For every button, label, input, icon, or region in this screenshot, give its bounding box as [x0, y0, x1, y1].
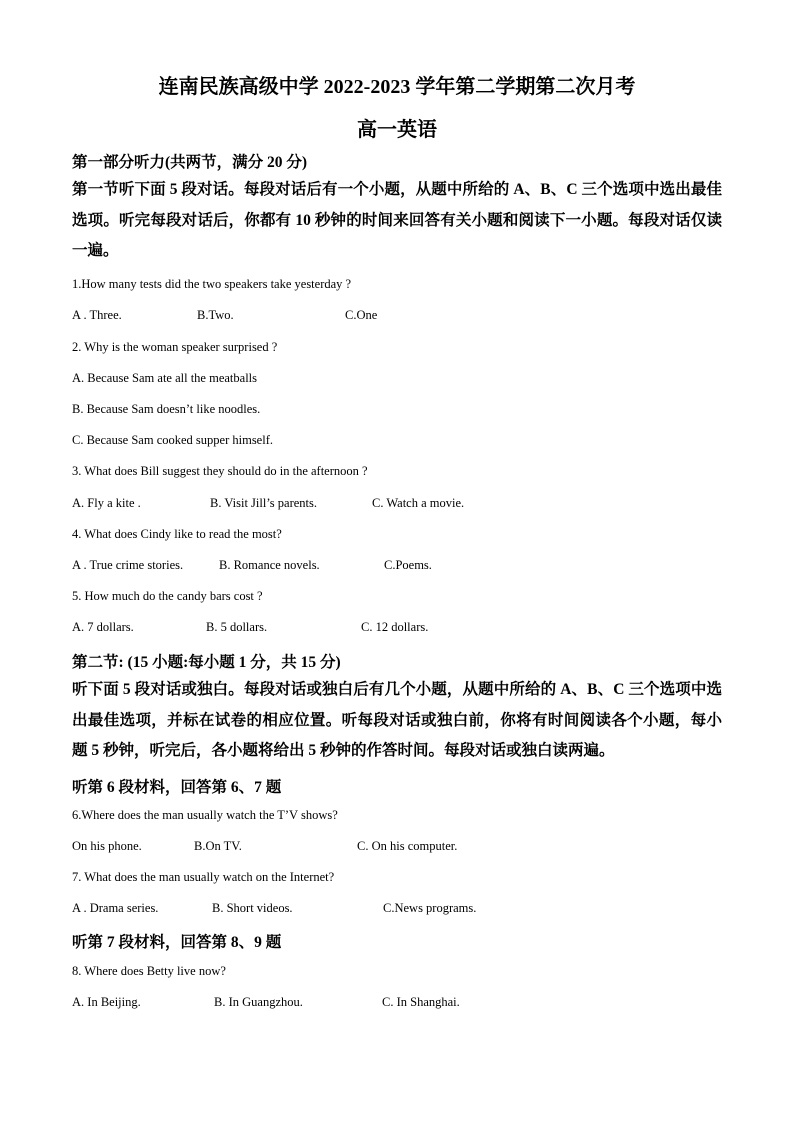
- question-8-option-c: C. In Shanghai.: [382, 995, 460, 1009]
- question-7-stem: 7. What does the man usually watch on the Internet?: [72, 870, 335, 884]
- question-7-option-c: C.News programs.: [383, 901, 477, 915]
- exam-title: 连南民族高级中学 2022-2023 学年第二学期第二次月考: [158, 76, 636, 98]
- question-7-option-a: A . Drama series.: [72, 901, 159, 915]
- question-1-stem: 1.How many tests did the two speakers take yesterday ?: [72, 277, 352, 291]
- question-3-option-a: A. Fly a kite .: [72, 496, 141, 510]
- section2-instructions: 听下面 5 段对话或独白。每段对话或独白后有几个小题，从题中所给的 A、B、C 三个选项中选出最佳选项，并标在试卷的相应位置。听每段对话或独白前，你将有时间阅读各个小题，每小题 5 秒钟，听完后，各小题将给出 5 秒钟的作答时间。每段对话或独白读两遍。: [72, 681, 722, 759]
- exam-subtitle: 高一英语: [357, 119, 437, 141]
- question-3-stem: 3. What does Bill suggest they should do in the afternoon ?: [72, 464, 368, 478]
- material-6-heading: 听第 6 段材料，回答第 6、7 题: [72, 779, 282, 796]
- question-6-option-a: On his phone.: [72, 839, 142, 853]
- part1-heading: 第一部分听力(共两节，满分 20 分): [72, 154, 308, 171]
- material-7-heading: 听第 7 段材料，回答第 8、9 题: [72, 934, 282, 951]
- question-3-option-b: B. Visit Jill’s parents.: [210, 496, 318, 510]
- question-8-stem: 8. Where does Betty live now?: [72, 964, 226, 978]
- question-7-option-b: B. Short videos.: [212, 901, 293, 915]
- question-6-option-c: C. On his computer.: [357, 839, 458, 853]
- question-5-option-c: C. 12 dollars.: [361, 620, 429, 634]
- question-4-stem: 4. What does Cindy like to read the most?: [72, 527, 282, 541]
- question-2-stem: 2. Why is the woman speaker surprised ?: [72, 340, 278, 354]
- question-6-option-b: B.On TV.: [194, 839, 242, 853]
- question-6-stem: 6.Where does the man usually watch the T’V shows?: [72, 808, 338, 822]
- section1-instructions: 第一节听下面 5 段对话。每段对话后有一个小题，从题中所给的 A、B、C 三个选项中选出最佳选项。听完每段对话后，你都有 10 秒钟的时间来回答有关小题和阅读下一小题。每段对话仅读一遍。: [72, 181, 722, 259]
- question-1-option-b: B.Two.: [197, 308, 234, 322]
- question-5-stem: 5. How much do the candy bars cost ?: [72, 589, 263, 603]
- question-4-option-a: A . True crime stories.: [72, 558, 184, 572]
- question-1-option-a: A . Three.: [72, 308, 122, 322]
- question-5-option-b: B. 5 dollars.: [206, 620, 268, 634]
- question-4-option-c: C.Poems.: [384, 558, 432, 572]
- question-3-option-c: C. Watch a movie.: [372, 496, 465, 510]
- question-2-option-a: A. Because Sam ate all the meatballs: [72, 371, 258, 385]
- question-8-option-b: B. In Guangzhou.: [214, 995, 303, 1009]
- question-8-option-a: A. In Beijing.: [72, 995, 141, 1009]
- question-4-option-b: B. Romance novels.: [219, 558, 320, 572]
- question-2-option-c: C. Because Sam cooked supper himself.: [72, 433, 273, 447]
- question-2-option-b: B. Because Sam doesn’t like noodles.: [72, 402, 261, 416]
- section2-heading: 第二节: (15 小题:每小题 1 分，共 15 分): [72, 654, 341, 671]
- question-5-option-a: A. 7 dollars.: [72, 620, 134, 634]
- question-1-option-c: C.One: [345, 308, 378, 322]
